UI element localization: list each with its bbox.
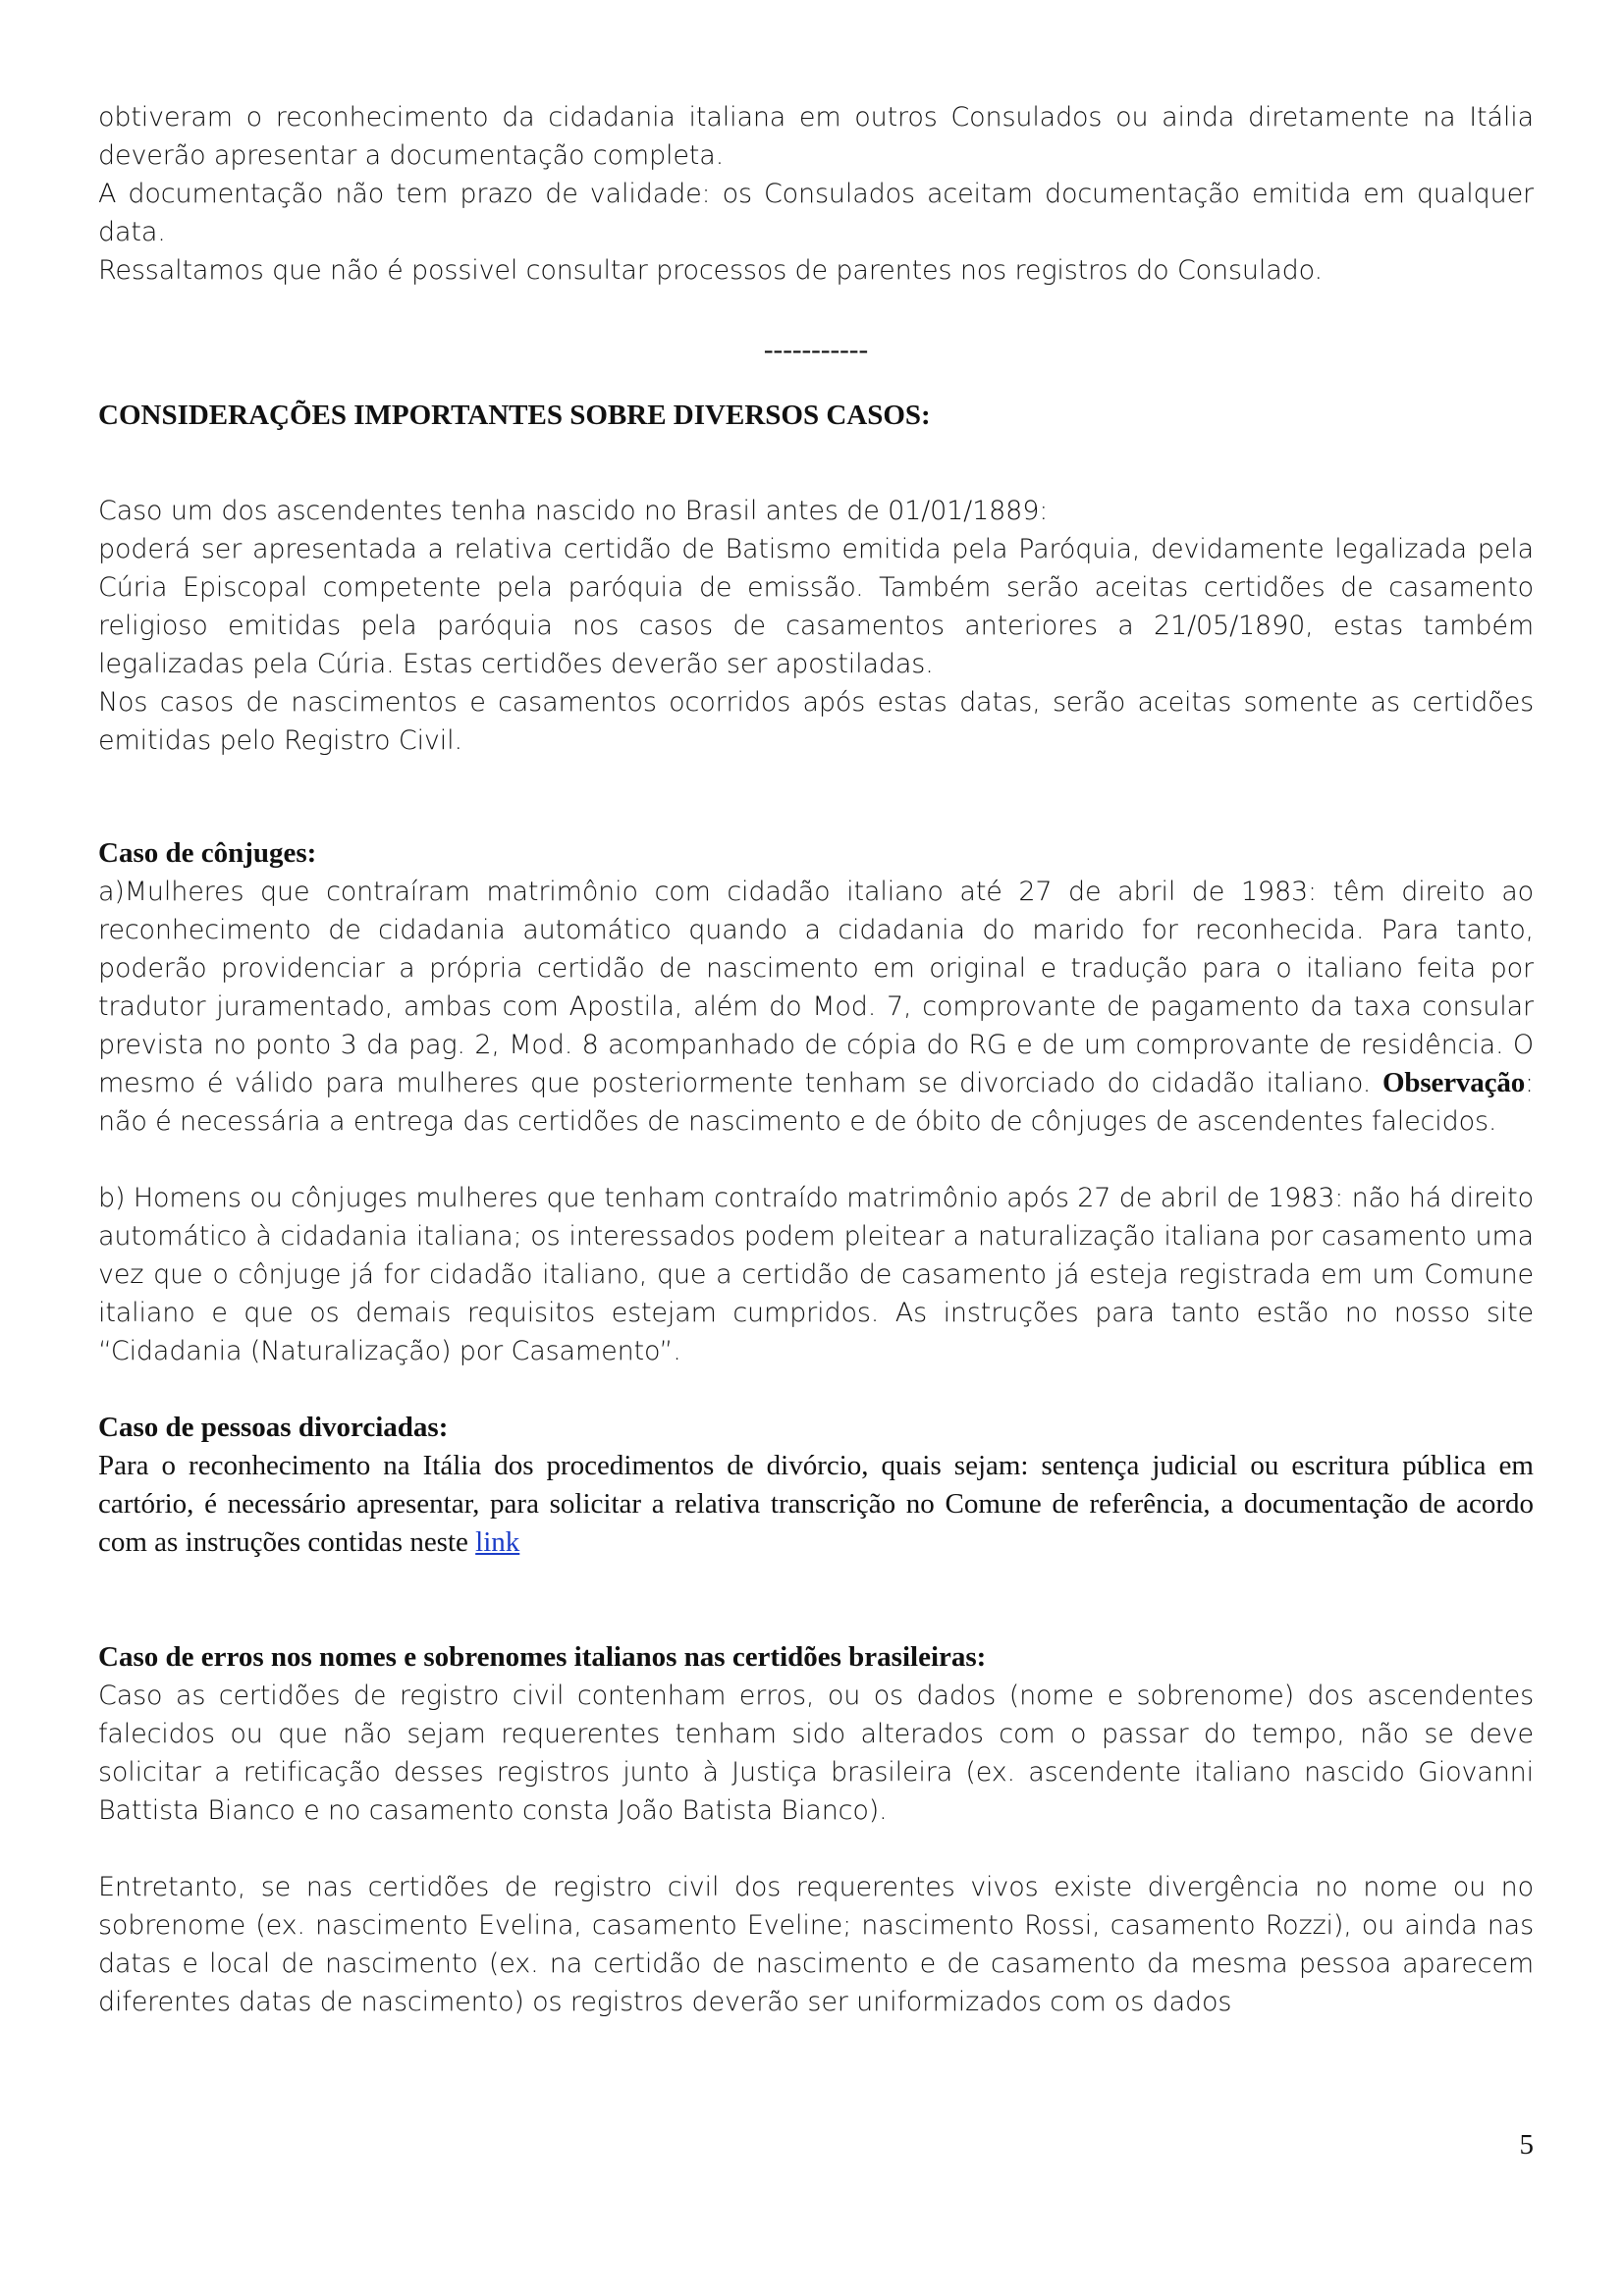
name-errors-heading: Caso de erros nos nomes e sobrenomes italianos nas certidões brasileiras: <box>98 1641 987 1673</box>
spouses-heading: Caso de cônjuges: <box>98 837 317 869</box>
spouses-paragraph-a-text: a)Mulheres que contraíram matrimônio com cidadão italiano até 27 de abril de 1983: têm direito ao reconhecimento de cidadania automático quando a cidadania do marido for reconhecida. Para tanto, poderão providenciar a própria certidão de nascimento em original e tradução para o italiano feita por tradutor juramentado, ambas com Apostila, além do Mod. 7, comprovante de pagamento da taxa consular prevista no ponto 3 da pag. 2, Mod. 8 acompanhado de cópia do RG e de um comprovante de residência. O mesmo é válido para mulheres que posteriormente tenham se divorciado do cidadão italiano. <box>98 877 1534 1098</box>
divorced-heading: Caso de pessoas divorciadas: <box>98 1412 449 1443</box>
name-errors-section <box>98 1638 1534 2021</box>
considerations-section <box>98 397 1534 760</box>
divorced-paragraph-text: Para o reconhecimento na Itália dos procedimentos de divórcio, quais sejam: sentença judicial ou escritura pública em cartório, é necessário apresentar, para solicitar a relativa transcrição no Comune de referência, a documentação de acordo com as instruções contidas neste <box>98 1450 1534 1558</box>
document-page <box>98 98 1534 2021</box>
section-separator: ----------- <box>763 334 869 365</box>
observation-label: Observação <box>1381 1067 1526 1098</box>
name-errors-paragraph-2: Entretanto, se nas certidões de registro civil dos requerentes vivos existe divergência no nome ou no sobrenome (ex. nascimento Evelina, casamento Eveline; nascimento Rossi, casamento Rozzi), ou ainda nas datas e local de nascimento (ex. na certidão de nascimento e de casamento da mesma pessoa aparecem diferentes datas de nascimento) os registros deverão ser uniformizados com os dados <box>98 1872 1534 2017</box>
considerations-paragraph-1: poderá ser apresentada a relativa certidão de Batismo emitida pela Paróquia, devidamente legalizada pela Cúria Episcopal competente pela paróquia de emissão. Também serão aceitas certidões de casamento religioso emitidas pela paróquia nos casos de casamentos anteriores a 21/05/1890, estas também legalizadas pela Cúria. Estas certidões deverão ser apostiladas. <box>98 534 1534 679</box>
considerations-intro-line: Caso um dos ascendentes tenha nascido no Brasil antes de 01/01/1889: <box>98 496 1049 526</box>
spouses-paragraph-a <box>98 873 1534 1141</box>
divorce-instructions-link[interactable]: link <box>475 1526 520 1558</box>
intro-paragraph-3: Ressaltamos que não é possivel consultar processos de parentes nos registros do Consulado. <box>98 255 1323 286</box>
intro-paragraph-2: A documentação não tem prazo de validade: os Consulados aceitam documentação emitida em qualquer data. <box>98 179 1534 247</box>
observation-text: : não é necessária a entrega das certidões de nascimento e de óbito de cônjuges de ascendentes falecidos. <box>98 1068 1534 1137</box>
name-errors-paragraph-1: Caso as certidões de registro civil contenham erros, ou os dados (nome e sobrenome) dos ascendentes falecidos ou que não sejam requerentes tenham sido alterados com o passar do tempo, não se deve solicitar a retificação desses registros junto à Justiça brasileira (ex. ascendente italiano nascido Giovanni Battista Bianco e no casamento consta João Batista Bianco). <box>98 1681 1534 1826</box>
considerations-paragraph-2: Nos casos de nascimentos e casamentos ocorridos após estas datas, serão aceitas somente as certidões emitidas pelo Registro Civil. <box>98 687 1534 756</box>
intro-section <box>98 98 1534 290</box>
spouses-section <box>98 834 1534 1370</box>
spouses-paragraph-b: b) Homens ou cônjuges mulheres que tenham contraído matrimônio após 27 de abril de 1983: não há direito automático à cidadania italiana; os interessados podem pleitear a naturalização italiana por casamento uma vez que o cônjuge já for cidadão italiano, que a certidão de casamento já esteja registrada em um Comune italiano e que os demais requisitos estejam cumpridos. As instruções para tanto estão no nosso site “Cidadania (Naturalização) por Casamento”. <box>98 1183 1534 1366</box>
page-number: 5 <box>1519 2129 1534 2161</box>
considerations-heading: CONSIDERAÇÕES IMPORTANTES SOBRE DIVERSOS CASOS: <box>98 400 931 431</box>
divorced-paragraph <box>98 1447 1534 1562</box>
intro-paragraph-1: obtiveram o reconhecimento da cidadania italiana em outros Consulados ou ainda diretamente na Itália deverão apresentar a documentação completa. <box>98 102 1534 171</box>
divorced-section <box>98 1409 1534 1562</box>
